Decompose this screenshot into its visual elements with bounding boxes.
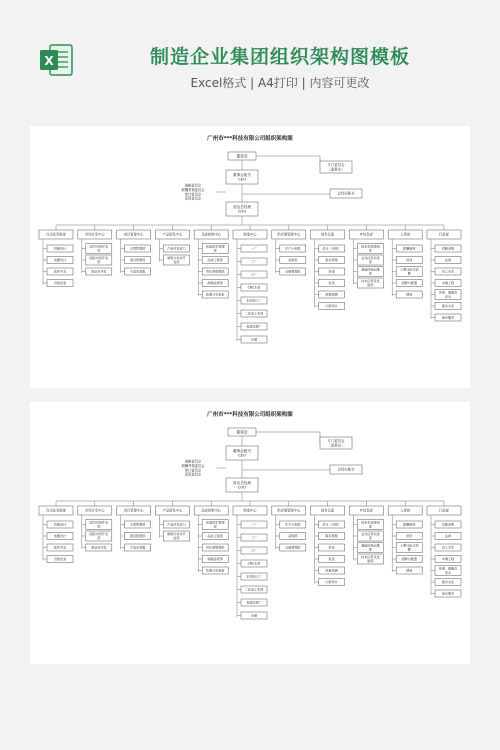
dept-5-item-label: 一厂 <box>250 246 258 251</box>
dept-9-item-label: 招聘与配置 <box>401 557 417 562</box>
dept-2-item-label: 方案及客服 <box>129 545 146 550</box>
dept-6-item-label: 采购部 <box>288 534 298 539</box>
dept-10-label: 行政部 <box>439 508 449 513</box>
board-node-label: 董事会 <box>236 153 248 159</box>
dept-5-item-label: 车间加工厂 <box>246 574 262 579</box>
dept-4-label: 品质控制中心 <box>201 508 222 513</box>
dept-1-item-label: 国际市场开发 <box>89 532 109 537</box>
committee-label: 审计委员会 <box>184 192 202 197</box>
dept-1-item-label: 国际市场开发 <box>89 256 109 261</box>
dept-10-item-label: 环境、健康及 <box>438 290 458 295</box>
dept-8-item-label: 部 <box>368 271 372 276</box>
coo-node-label: COO <box>237 485 247 490</box>
dept-7-item-label: 内部审计 <box>325 580 338 585</box>
dept-5-item-label: 二区加工车间 <box>244 587 264 592</box>
dept-4-item-label: 品质工程部 <box>207 534 223 539</box>
dept-4-item-label: 质量体系管理 <box>205 244 225 249</box>
dept-7-label: 财务总监 <box>321 508 335 513</box>
dept-10-item-label: 后勤采购 <box>441 246 455 251</box>
coo-node-label: COO <box>237 209 247 214</box>
dept-0-item-label: 机械设计 <box>53 246 67 251</box>
dept-8-label: IT信息部 <box>359 508 373 513</box>
committee-label: 高管委员会 <box>184 196 202 201</box>
board-node-label: 董事会 <box>236 429 248 435</box>
dept-5-label: 制造中心 <box>243 508 257 513</box>
dept-5-item-label: 表面处理厂 <box>246 324 262 329</box>
dept-10-item-label: 法律 <box>444 534 452 539</box>
dept-1-item-label: 部 <box>97 260 101 265</box>
org-chart-svg <box>30 126 470 388</box>
dept-10-item-label: 安全 <box>444 570 452 575</box>
dept-8-item-label: 信息系统规划 <box>361 244 380 249</box>
dept-8-item-label: 业务应用系统 <box>361 532 380 537</box>
dept-10-item-label: 安全 <box>444 294 452 299</box>
dept-9-item-label: 人事行政与招 <box>399 267 419 272</box>
excel-icon <box>38 42 74 78</box>
dept-8-label: IT信息部 <box>359 232 373 237</box>
dept-8-item-label: 展部 <box>367 559 374 564</box>
dept-2-label: 项目管理中心 <box>123 508 144 513</box>
dept-1-item-label: 商业务开发 <box>91 269 107 274</box>
dept-6-item-label: 仓储管理部 <box>285 545 301 550</box>
committee-label: 战略委员会 <box>184 183 202 188</box>
dept-5-item-label: 仓储 <box>250 337 258 342</box>
dept-9-item-label: 聘 <box>407 271 411 276</box>
dept-0-item-label: 软件开发 <box>53 269 67 274</box>
ceo-node-label: CEO <box>238 453 246 458</box>
dept-7-item-label: 内部审计 <box>325 304 338 309</box>
dept-0-item-label: 电器设计 <box>53 258 67 263</box>
dept-4-item-label: 部 <box>213 524 217 529</box>
dept-9-label: 人事部 <box>400 232 411 237</box>
dept-9-item-label: 薪酬福利 <box>403 522 416 527</box>
dept-5-item-label: 三厂 <box>250 272 258 277</box>
dept-7-label: 财务总监 <box>321 232 335 237</box>
dept-10-item-label: 后勤采购 <box>441 522 455 527</box>
dept-9-item-label: 人事行政与招 <box>399 543 419 548</box>
oversight-node-label: （监事会） <box>327 167 345 172</box>
dept-8-item-label: 部 <box>368 524 372 529</box>
dept-9-item-label: 培训 <box>406 534 413 539</box>
dept-4-item-label: 制程品管部 <box>207 557 223 562</box>
org-chart-sheet-1 <box>30 126 470 388</box>
committee-label: 战略委员会 <box>184 459 202 464</box>
dept-5-item-label: 车间加工厂 <box>246 298 262 303</box>
dept-8-item-label: 信息系统规划 <box>361 520 380 525</box>
org-chart-svg <box>30 402 470 664</box>
page-title: 制造企业集团组织架构图模板 <box>149 46 410 68</box>
dept-1-item-label: 商业务开发 <box>91 545 107 550</box>
dept-5-item-label: 二厂 <box>250 259 258 264</box>
dept-7-item-label: 资金 <box>328 269 335 274</box>
dept-9-item-label: 培训 <box>406 258 413 263</box>
dept-7-item-label: 税务管理 <box>325 258 338 263</box>
dept-0-label: 自动化发展部 <box>46 232 66 237</box>
chart-title: 广州市***科技有限公司组织架构图 <box>207 412 293 418</box>
oversight-node-label: 专门委员会 <box>327 162 345 167</box>
dept-2-item-label: 项目管理部 <box>129 534 146 539</box>
dept-7-item-label: 预算预测 <box>325 292 338 297</box>
dept-6-item-label: 仓储管理部 <box>285 269 301 274</box>
dept-7-item-label: 报表 <box>328 281 335 286</box>
oversight-node-label: （监事会） <box>327 443 345 448</box>
page-subtitle: Excel格式 | A4打印 | 内容可更改 <box>190 76 370 90</box>
chart-title: 广州市***科技有限公司组织架构图 <box>207 136 293 142</box>
dept-3-item-label: 发部 <box>173 260 180 265</box>
dept-8-item-label: 部 <box>368 547 372 552</box>
dept-3-item-label: 产品开发部门 <box>167 522 186 527</box>
dept-4-item-label: 质量体系管理 <box>205 520 225 525</box>
svg-text:X: X <box>44 54 54 68</box>
dept-9-item-label: 绩效 <box>406 568 413 573</box>
dept-8-item-label: 技术应用及发 <box>361 555 380 560</box>
dept-5-item-label: 仓储 <box>250 613 258 618</box>
dept-8-item-label: 部 <box>368 260 372 265</box>
dept-1-item-label: 部 <box>97 248 101 253</box>
dept-5-label: 制造中心 <box>243 232 257 237</box>
oversight-node-label: 专门委员会 <box>327 438 345 443</box>
dept-6-label: 供应链管理中心 <box>277 232 301 237</box>
dept-1-item-label: 部 <box>97 536 101 541</box>
dept-5-item-label: 三厂 <box>250 548 258 553</box>
dept-10-label: 行政部 <box>439 232 449 237</box>
dept-7-item-label: 税务管理 <box>325 534 338 539</box>
dept-3-label: 产品研发中心 <box>162 508 183 513</box>
dept-10-item-label: 前台服务 <box>441 315 455 320</box>
dept-4-item-label: 检测与实验室 <box>205 568 225 573</box>
committee-label: 薪酬考核委员会 <box>181 463 205 468</box>
dept-4-item-label: 部 <box>213 248 217 253</box>
committee-label: 审计委员会 <box>184 468 202 473</box>
dept-1-item-label: 国内市场开发 <box>89 244 109 249</box>
dept-3-label: 产品研发中心 <box>162 232 183 237</box>
dept-1-item-label: 部 <box>97 524 101 529</box>
dept-4-item-label: 制程品管部 <box>207 281 223 286</box>
dept-10-item-label: 服务关系 <box>441 304 455 309</box>
dept-10-item-label: 员工关系 <box>441 269 455 274</box>
dept-10-item-label: 服务关系 <box>441 580 455 585</box>
committee-label: 薪酬考核委员会 <box>181 187 205 192</box>
dept-0-label: 自动化发展部 <box>46 508 66 513</box>
dept-3-item-label: 制程与技术开 <box>167 532 186 537</box>
dept-0-item-label: 软件开发 <box>53 545 67 550</box>
dept-10-item-label: 法律 <box>444 258 452 263</box>
dept-6-item-label: 采购部 <box>288 258 298 263</box>
dept-6-label: 供应链管理中心 <box>277 508 301 513</box>
dept-2-item-label: 项目管理部 <box>129 258 146 263</box>
dept-9-item-label: 薪酬福利 <box>403 246 416 251</box>
dept-5-item-label: 二区加工车间 <box>244 311 264 316</box>
dept-2-item-label: 方案及客服 <box>129 269 146 274</box>
dept-7-item-label: 资金 <box>328 545 335 550</box>
dept-10-item-label: 前台服务 <box>441 591 455 596</box>
dept-0-item-label: 电器设计 <box>53 534 67 539</box>
coo-node-label: 营运总经理 <box>233 204 251 209</box>
dept-8-item-label: 基础设施运维 <box>361 267 380 272</box>
ceo-office-node-label: 总经办秘书 <box>337 191 355 196</box>
dept-7-item-label: 会计（出纳） <box>322 522 341 527</box>
dept-9-item-label: 招聘与配置 <box>401 281 417 286</box>
dept-9-item-label: 聘 <box>407 547 411 552</box>
dept-1-label: 市场开发中心 <box>84 508 105 513</box>
dept-9-item-label: 绩效 <box>406 292 413 297</box>
dept-10-item-label: 环境、健康及 <box>438 566 458 571</box>
dept-1-label: 市场开发中心 <box>84 232 105 237</box>
dept-7-item-label: 会计（出纳） <box>322 246 341 251</box>
dept-3-item-label: 发部 <box>173 536 180 541</box>
dept-4-item-label: 检测与实验室 <box>205 292 225 297</box>
ceo-node-label: 董事会秘书 <box>233 172 251 177</box>
dept-2-label: 项目管理中心 <box>123 232 144 237</box>
dept-4-label: 品质控制中心 <box>201 232 222 237</box>
dept-0-item-label: 设备安装 <box>53 281 67 286</box>
dept-10-item-label: 车辆工程 <box>441 557 455 562</box>
dept-3-item-label: 制程与技术开 <box>167 256 186 261</box>
dept-5-item-label: 二厂 <box>250 535 258 540</box>
dept-5-item-label: CNC车间 <box>247 285 261 290</box>
dept-8-item-label: 部 <box>368 536 372 541</box>
dept-1-item-label: 国内市场开发 <box>89 520 109 525</box>
committee-label: 高管委员会 <box>184 472 202 477</box>
dept-5-item-label: 表面处理厂 <box>246 600 262 605</box>
dept-7-item-label: 预算预测 <box>325 568 338 573</box>
dept-4-item-label: 供应商管理部 <box>205 545 225 550</box>
dept-0-item-label: 设备安装 <box>53 557 67 562</box>
coo-node-label: 营运总经理 <box>233 480 251 485</box>
dept-8-item-label: 业务应用系统 <box>361 256 380 261</box>
dept-8-item-label: 基础设施运维 <box>361 543 380 548</box>
org-chart-sheet-2 <box>30 402 470 664</box>
dept-5-item-label: CNC车间 <box>247 561 261 566</box>
dept-5-item-label: 一厂 <box>250 522 258 527</box>
dept-10-item-label: 车辆工程 <box>441 281 455 286</box>
dept-7-item-label: 报表 <box>328 557 335 562</box>
page-header <box>0 0 500 112</box>
ceo-office-node-label: 总经办秘书 <box>337 467 355 472</box>
dept-8-item-label: 部 <box>368 248 372 253</box>
dept-4-item-label: 品质工程部 <box>207 258 223 263</box>
dept-6-item-label: 生产计划部 <box>285 246 301 251</box>
dept-0-item-label: 机械设计 <box>53 522 67 527</box>
ceo-node-label: 董事会秘书 <box>233 448 251 453</box>
dept-9-label: 人事部 <box>400 508 411 513</box>
dept-8-item-label: 展部 <box>367 283 374 288</box>
dept-2-item-label: 主管管理部 <box>129 522 146 527</box>
dept-10-item-label: 员工关系 <box>441 545 455 550</box>
dept-3-item-label: 产品开发部门 <box>167 246 186 251</box>
ceo-node-label: CEO <box>238 177 246 182</box>
dept-6-item-label: 生产计划部 <box>285 522 301 527</box>
dept-4-item-label: 供应商管理部 <box>205 269 225 274</box>
dept-2-item-label: 主管管理部 <box>129 246 146 251</box>
dept-8-item-label: 技术应用及发 <box>361 279 380 284</box>
